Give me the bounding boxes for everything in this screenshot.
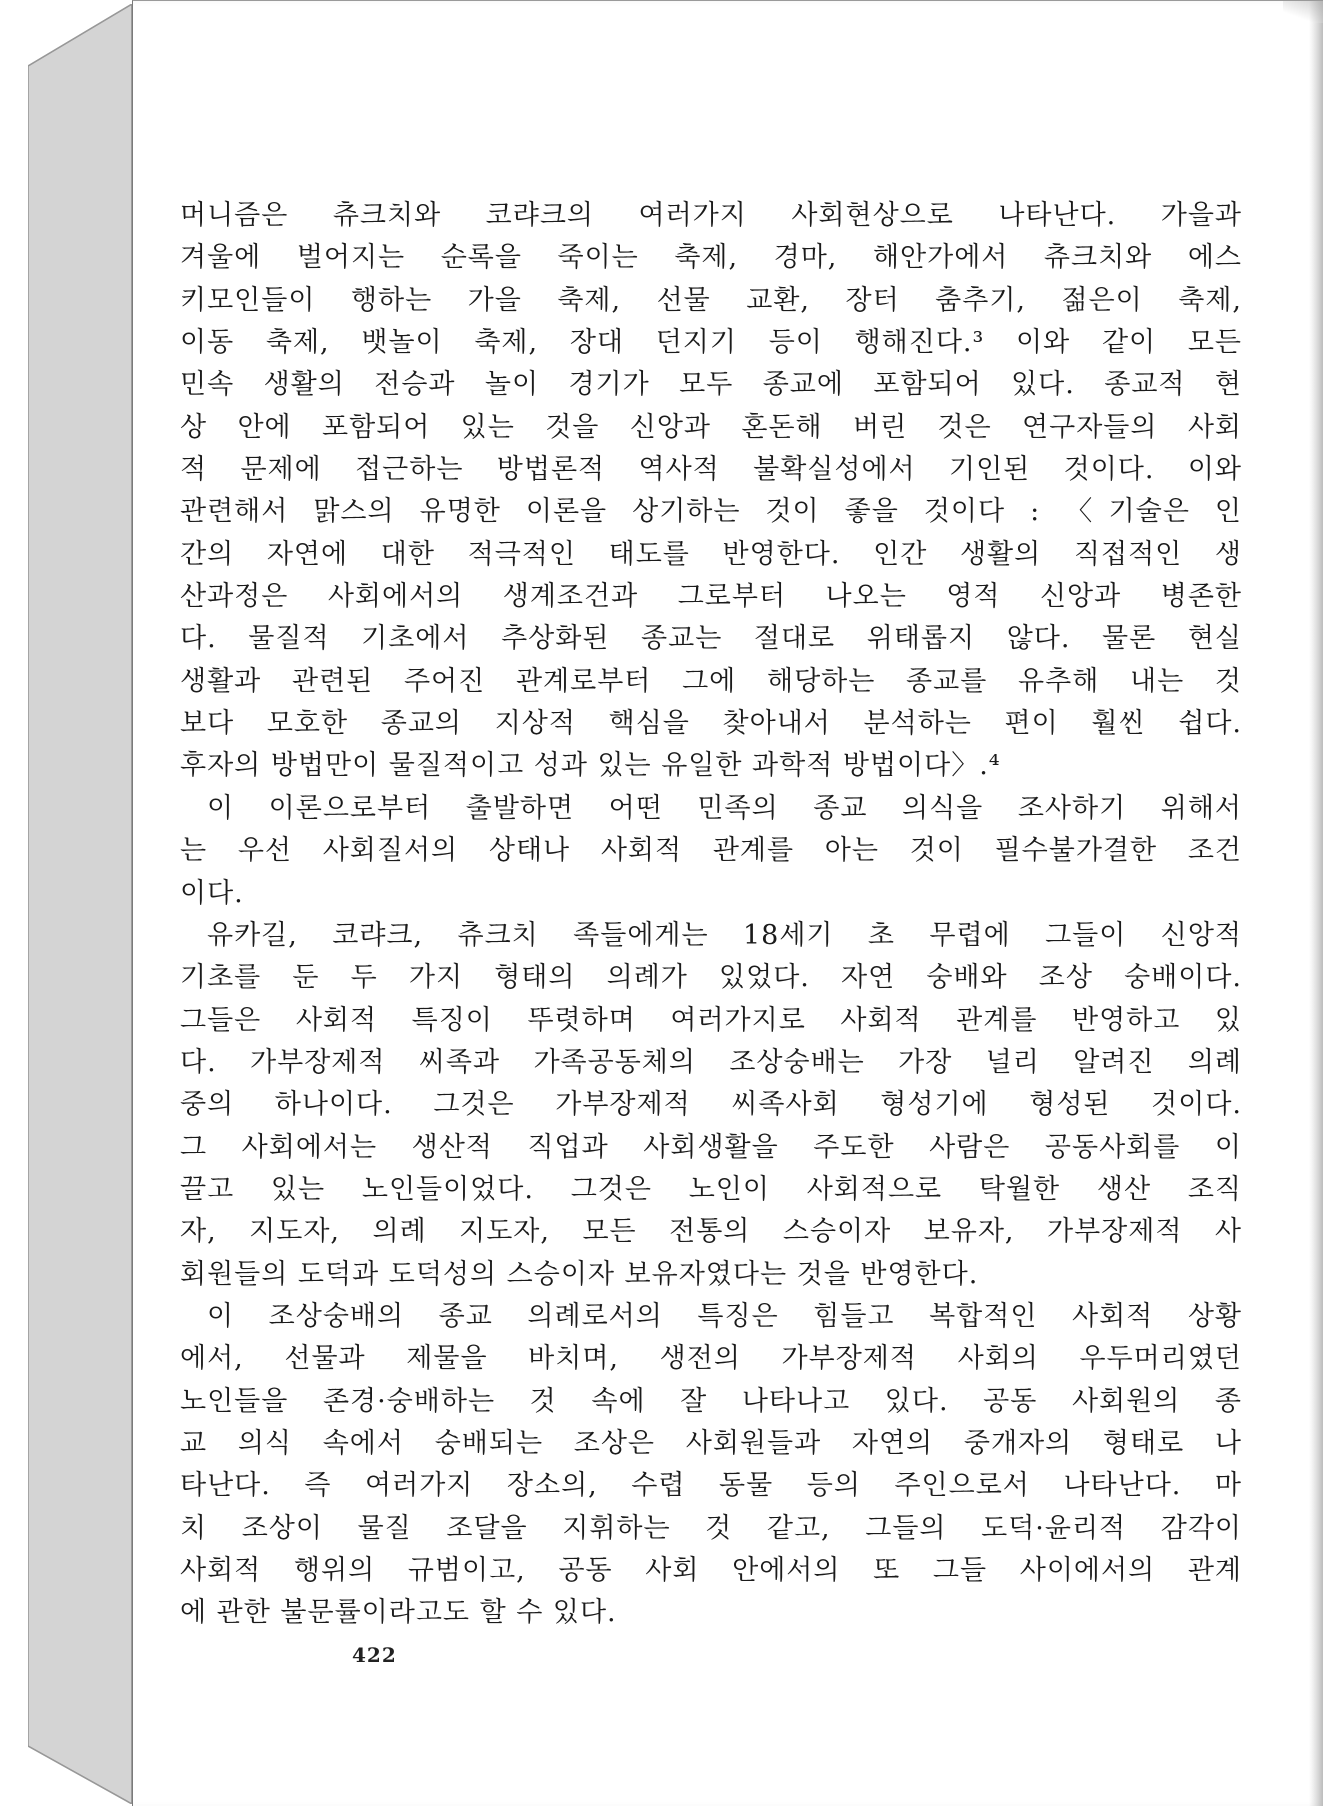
text-line: 산과정은 사회에서의 생계조건과 그로부터 나오는 영적 신앙과 병존한 — [180, 581, 1242, 613]
text-line: 사회적 행위의 규범이고, 공동 사회 안에서의 또 그들 사이에서의 관계 — [180, 1555, 1242, 1586]
text-line: 겨울에 벌어지는 순록을 죽이는 축제, 경마, 해안가에서 츄크치와 에스 — [180, 242, 1242, 274]
text-line: 치 조상이 물질 조달을 지휘하는 것 같고, 그들의 도덕·윤리적 감각이 — [180, 1512, 1242, 1544]
text-line: 이동 축제, 뱃놀이 축제, 장대 던지기 등이 행해진다.³ 이와 같이 모든 — [180, 327, 1242, 359]
text-line: 유카길, 코랴크, 츄크치 족들에게는 18세기 초 무렵에 그들이 신앙적 — [207, 919, 1242, 951]
text-line: 생활과 관련된 주어진 관계로부터 그에 해당하는 종교를 유추해 내는 것 — [180, 665, 1242, 697]
text-line: 그들은 사회적 특징이 뚜렷하며 여러가지로 사회적 관계를 반영하고 있 — [180, 1004, 1242, 1036]
text-line: 는 우선 사회질서의 상태나 사회적 관계를 아는 것이 필수불가결한 조건 — [180, 835, 1242, 867]
body-text — [180, 195, 1242, 1635]
text-line: 에 관한 불문률이라고도 할 수 있다. — [180, 1597, 617, 1629]
text-line: 간의 자연에 대한 적극적인 태도를 반영한다. 인간 생활의 직접적인 생 — [180, 538, 1242, 570]
text-line: 키모인들이 행하는 가을 축제, 선물 교환, 장터 춤추기, 젊은이 축제, — [180, 284, 1242, 316]
text-line: 이다. — [180, 877, 244, 909]
text-line: 머니즘은 츄크치와 코랴크의 여러가지 사회현상으로 나타난다. 가을과 — [180, 200, 1242, 231]
text-line: 끌고 있는 노인들이었다. 그것은 노인이 사회적으로 탁월한 생산 조직 — [180, 1173, 1242, 1205]
page-number: 422 — [352, 1643, 397, 1667]
text-line: 자, 지도자, 의례 지도자, 모든 전통의 스승이자 보유자, 가부장제적 사 — [180, 1216, 1242, 1248]
text-line: 기초를 둔 두 가지 형태의 의례가 있었다. 자연 숭배와 조상 숭배이다. — [180, 962, 1242, 994]
text-line: 회원들의 도덕과 도덕성의 스승이자 보유자였다는 것을 반영한다. — [180, 1258, 979, 1290]
text-line: 다. 가부장제적 씨족과 가족공동체의 조상숭배는 가장 널리 알려진 의례 — [180, 1046, 1242, 1078]
text-line: 중의 하나이다. 그것은 가부장제적 씨족사회 형성기에 형성된 것이다. — [180, 1089, 1242, 1121]
text-line: 에서, 선물과 제물을 바치며, 생전의 가부장제적 사회의 우두머리였던 — [180, 1343, 1242, 1375]
text-line: 후자의 방법만이 물질적이고 성과 있는 유일한 과학적 방법이다〉.⁴ — [180, 750, 1001, 782]
text-line: 이 이론으로부터 출발하면 어떤 민족의 종교 의식을 조사하기 위해서 — [207, 792, 1242, 824]
text-line: 다. 물질적 기초에서 추상화된 종교는 절대로 위태롭지 않다. 물론 현실 — [180, 623, 1242, 655]
text-line: 그 사회에서는 생산적 직업과 사회생활을 주도한 사람은 공동사회를 이 — [180, 1131, 1242, 1163]
text-line: 타난다. 즉 여러가지 장소의, 수렵 동물 등의 주인으로서 나타난다. 마 — [180, 1470, 1242, 1502]
text-line: 교 의식 속에서 숭배되는 조상은 사회원들과 자연의 중개자의 형태로 나 — [180, 1427, 1242, 1459]
text-line: 보다 모호한 종교의 지상적 핵심을 찾아내서 분석하는 편이 훨씬 쉽다. — [180, 708, 1242, 740]
text-line: 민속 생활의 전승과 놀이 경기가 모두 종교에 포함되어 있다. 종교적 현 — [180, 369, 1242, 401]
text-line: 상 안에 포함되어 있는 것을 신앙과 혼돈해 버린 것은 연구자들의 사회 — [180, 411, 1242, 443]
text-line: 이 조상숭배의 종교 의례로서의 특징은 힘들고 복합적인 사회적 상황 — [207, 1300, 1242, 1332]
text-line: 적 문제에 접근하는 방법론적 역사적 불확실성에서 기인된 것이다. 이와 — [180, 454, 1242, 486]
text-line: 관련해서 맑스의 유명한 이론을 상기하는 것이 좋을 것이다 : 〈기술은 인 — [180, 496, 1242, 528]
page-edge-shadow — [1309, 1, 1323, 1806]
text-line: 노인들을 존경·숭배하는 것 속에 잘 나타나고 있다. 공동 사회원의 종 — [180, 1385, 1242, 1417]
book-spine-side — [28, 4, 140, 1804]
